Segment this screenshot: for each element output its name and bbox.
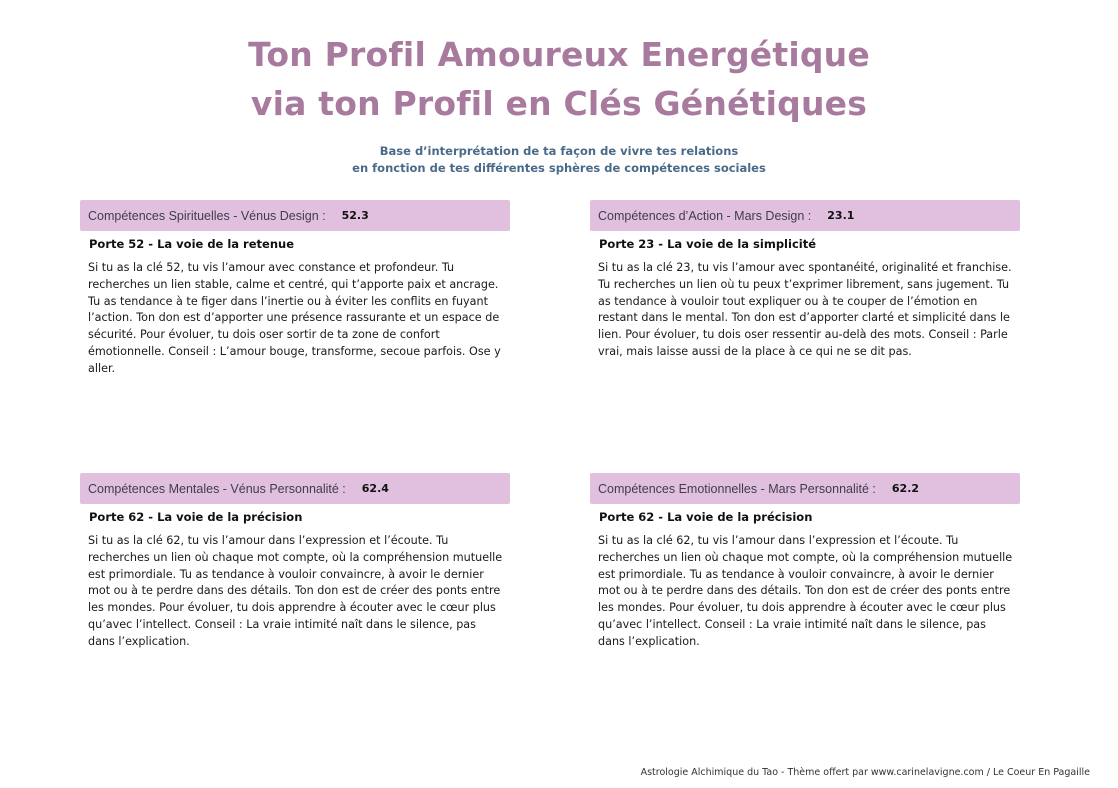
card-value: 62.2	[891, 482, 920, 495]
card-porte-title: Porte 62 - La voie de la précision	[599, 510, 813, 524]
card-value: 62.4	[361, 482, 389, 495]
card-description: Si tu as la clé 62, tu vis l’amour dans l’expression et l’écoute. Tu recherches un lien où chaque mot compte, où la compréhension mutuelle est primordiale. Tu as tendance à vouloir convaincre, à avoir le dernier mot ou à te perdre dans des détails. Ton don est de créer des ponts entre les mondes. Pour évoluer, tu dois apprendre à écouter avec le cœur plus qu’avec l’intellect. Conseil : La vraie intimité naît dans le silence, pas dans l’explication.	[598, 534, 1013, 648]
card-mentales	[80, 473, 510, 651]
card-label: Compétences d’Action - Mars Design :	[598, 208, 812, 223]
card-spirituelles	[80, 200, 510, 378]
card-description: Si tu as la clé 23, tu vis l’amour avec spontanéité, originalité et franchise. Tu recherches un lien où tu peux t’exprimer librement, sans jugement. Tu as tendance à vouloir tout expliquer ou à te couper de l’émotion en restant dans le mental. Ton don est d’apporter clarté et simplicité dans le lien. Pour évoluer, tu dois oser ressentir au-delà des mots. Conseil : Parle vrai, mais laisse aussi de la place à ce qui ne se dit pas.	[598, 261, 1012, 358]
page-subtitle-line-1: Base d’interprétation de ta façon de vivre tes relations	[379, 144, 739, 158]
card-label: Compétences Emotionnelles - Mars Personnalité :	[598, 481, 876, 496]
card-header	[590, 473, 1020, 504]
page-subtitle-line-2: en fonction de tes différentes sphères de compétences sociales	[352, 161, 766, 175]
card-value: 52.3	[341, 209, 369, 222]
page-subtitle	[0, 143, 1118, 177]
card-header	[80, 473, 510, 504]
page-title-line-2: via ton Profil en Clés Génétiques	[250, 84, 868, 123]
page-title	[0, 30, 1118, 128]
card-label: Compétences Mentales - Vénus Personnalité :	[88, 481, 346, 496]
footer-credit: Astrologie Alchimique du Tao - Thème offert par www.carinelavigne.com / Le Coeur En Pagaille	[640, 767, 1090, 778]
page-title-line-1: Ton Profil Amoureux Energétique	[248, 35, 870, 74]
card-porte-title: Porte 62 - La voie de la précision	[89, 510, 303, 524]
card-emotionnelles	[590, 473, 1020, 651]
card-header	[590, 200, 1020, 231]
card-label: Compétences Spirituelles - Vénus Design :	[88, 208, 326, 223]
card-porte-title: Porte 23 - La voie de la simplicité	[599, 237, 817, 251]
card-porte-title: Porte 52 - La voie de la retenue	[89, 237, 295, 251]
card-description: Si tu as la clé 52, tu vis l’amour avec constance et profondeur. Tu recherches un lien stable, calme et centré, qui t’apporte paix et ancrage. Tu as tendance à te figer dans l’inertie ou à éviter les conflits en fuyant l’action. Ton don est d’apporter une présence rassurante et un espace de sécurité. Pour évoluer, tu dois oser sortir de ta zone de confort émotionnelle. Conseil : L’amour bouge, transforme, secoue parfois. Ose y aller.	[88, 261, 501, 375]
card-action	[590, 200, 1020, 361]
card-description: Si tu as la clé 62, tu vis l’amour dans l’expression et l’écoute. Tu recherches un lien où chaque mot compte, où la compréhension mutuelle est primordiale. Tu as tendance à vouloir convaincre, à avoir le dernier mot ou à te perdre dans des détails. Ton don est de créer des ponts entre les mondes. Pour évoluer, tu dois apprendre à écouter avec le cœur plus qu’avec l’intellect. Conseil : La vraie intimité naît dans le silence, pas dans l’explication.	[88, 534, 503, 648]
card-header	[80, 200, 510, 231]
card-value: 23.1	[827, 209, 855, 222]
